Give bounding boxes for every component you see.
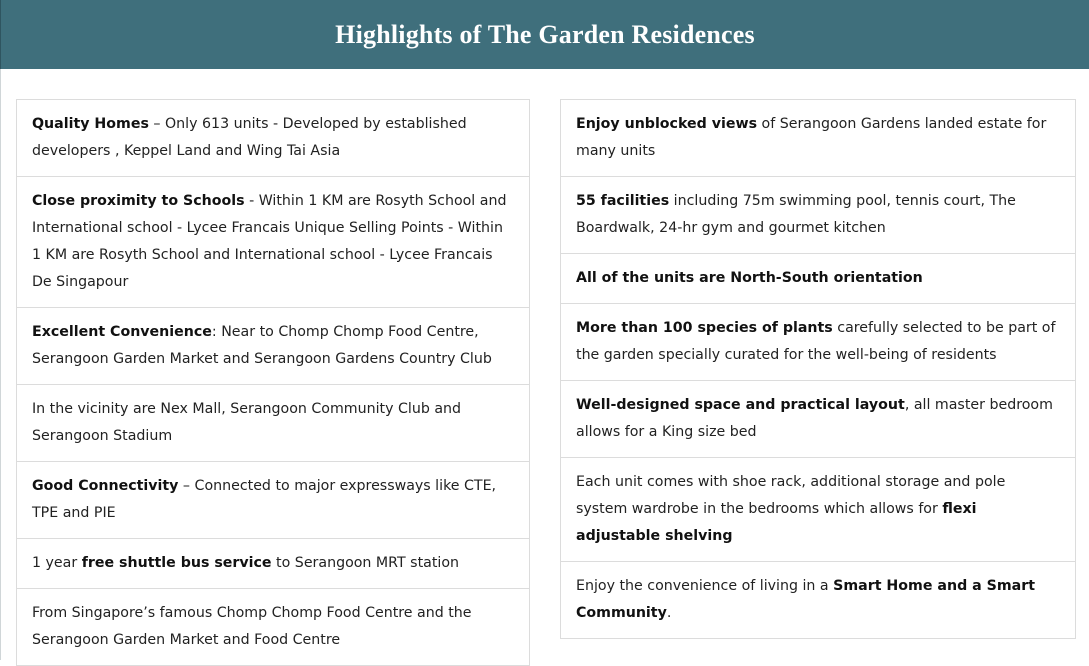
highlight-item [561,457,1075,561]
highlight-text: Enjoy the convenience of living in a [576,578,834,594]
highlight-emphasis: Excellent Convenience [32,324,212,340]
highlight-text: : Near to Chomp Chomp Food Centre, Serangoon Garden Market and Serangoon Gardens Country Club [32,324,492,367]
highlight-text: 1 year [32,555,82,571]
highlight-item [561,100,1075,176]
highlight-text: to Serangoon MRT station [271,555,459,571]
highlight-emphasis: Good Connectivity [32,478,179,494]
highlight-text: , all master bedroom allows for a King size bed [576,397,1053,440]
highlight-emphasis: flexi adjustable shelving [576,501,977,544]
highlight-item [17,384,529,461]
highlights-content [0,69,1089,660]
highlight-emphasis: Enjoy unblocked views [576,116,758,132]
highlights-list-left [16,99,530,666]
highlight-text: In the vicinity are Nex Mall, Serangoon Community Club and Serangoon Stadium [32,401,462,444]
highlight-item [17,588,529,665]
highlight-item [17,176,529,307]
highlight-item [561,380,1075,457]
highlight-item [17,100,529,176]
highlight-emphasis: free shuttle bus service [81,555,272,571]
highlight-text: . [666,605,672,621]
highlight-emphasis: More than 100 species of plants [576,320,833,336]
highlight-text: - Within 1 KM are Rosyth School and International school - Lycee Francais Unique Selling Points - Within 1 KM are Rosyth School and International school - Lycee Francais De Singapour [32,193,507,290]
highlight-emphasis: Well-designed space and practical layout [576,397,905,413]
highlight-text: From Singapore’s famous Chomp Chomp Food Centre and the Serangoon Garden Market and Food Centre [32,605,472,648]
highlight-emphasis: Quality Homes [32,116,149,132]
highlight-text: Each unit comes with shoe rack, additional storage and pole system wardrobe in the bedrooms which allows for [576,474,1006,517]
page-header [0,0,1089,69]
highlight-emphasis: Close proximity to Schools [32,193,245,209]
highlight-item [17,461,529,538]
highlight-text: – Connected to major expressways like CTE, TPE and PIE [32,478,497,521]
highlight-item [561,176,1075,253]
highlight-text: including 75m swimming pool, tennis court, The Boardwalk, 24-hr gym and gourmet kitchen [576,193,1016,236]
highlight-item [561,253,1075,303]
page-title: Highlights of The Garden Residences [335,19,755,49]
highlight-item [561,303,1075,380]
highlight-emphasis: All of the units are North-South orientation [576,270,923,286]
highlight-text: carefully selected to be part of the garden specially curated for the well-being of residents [576,320,1056,363]
highlight-item [17,307,529,384]
highlight-item [17,538,529,588]
highlight-item [561,561,1075,638]
highlight-text: – Only 613 units - Developed by established developers , Keppel Land and Wing Tai Asia [32,116,467,159]
highlight-emphasis: 55 facilities [576,193,670,209]
highlight-text: of Serangoon Gardens landed estate for many units [576,116,1047,159]
highlight-emphasis: Smart Home and a Smart Community [576,578,1036,621]
highlights-list-right [560,99,1076,639]
